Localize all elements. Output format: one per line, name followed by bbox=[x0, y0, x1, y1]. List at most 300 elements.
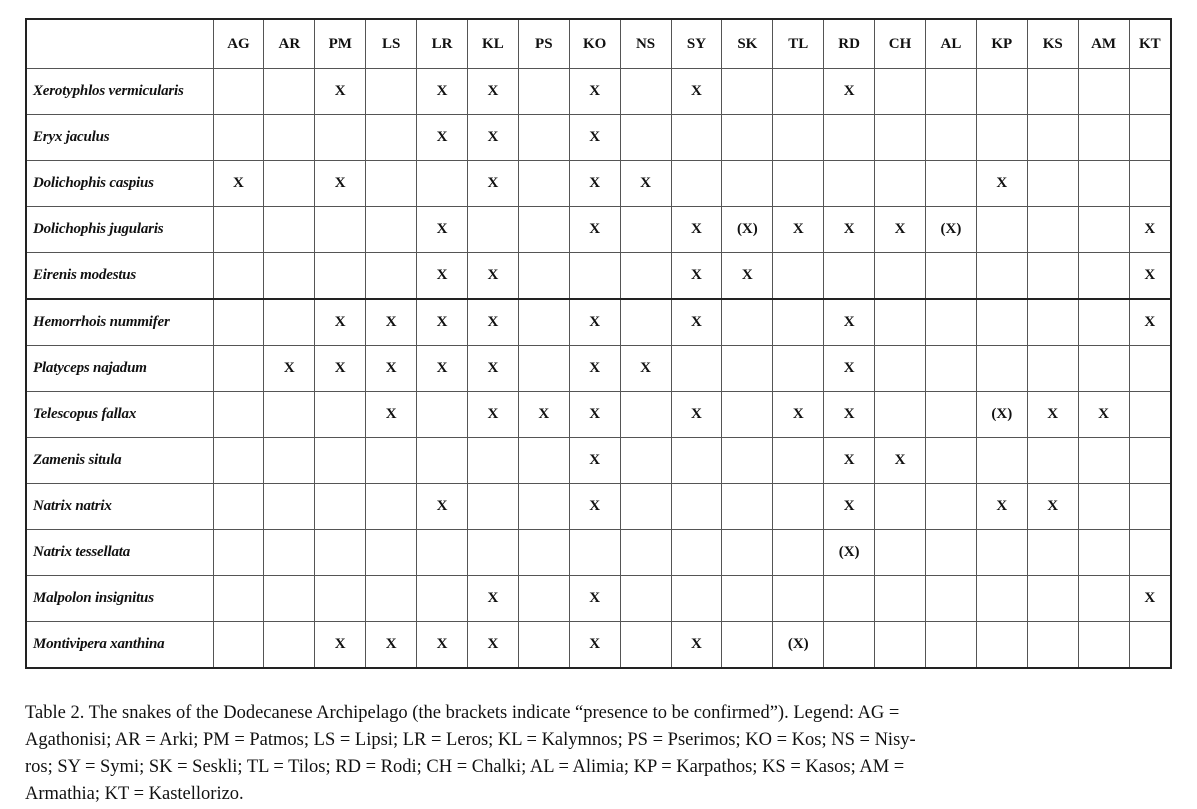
presence-cell-sk bbox=[722, 576, 773, 622]
presence-cell-kl bbox=[467, 530, 518, 576]
header-row bbox=[26, 19, 1171, 69]
species-name-cell: Dolichophis caspius bbox=[26, 161, 213, 207]
presence-cell-kl: X bbox=[467, 622, 518, 669]
column-header-lr: LR bbox=[417, 19, 468, 69]
presence-cell-kt bbox=[1129, 622, 1171, 669]
presence-cell-sy bbox=[671, 346, 722, 392]
presence-cell-ko: X bbox=[569, 576, 620, 622]
presence-cell-lr: X bbox=[417, 115, 468, 161]
presence-cell-ko: X bbox=[569, 207, 620, 253]
presence-cell-sk bbox=[722, 161, 773, 207]
table-row bbox=[26, 438, 1171, 484]
table-row bbox=[26, 484, 1171, 530]
presence-cell-kt bbox=[1129, 392, 1171, 438]
presence-cell-ag bbox=[213, 530, 264, 576]
presence-cell-ls bbox=[366, 69, 417, 115]
presence-cell-kt bbox=[1129, 115, 1171, 161]
presence-cell-sk bbox=[722, 484, 773, 530]
table-row bbox=[26, 392, 1171, 438]
presence-cell-ks: X bbox=[1027, 392, 1078, 438]
table-header bbox=[26, 19, 1171, 69]
presence-cell-ls: X bbox=[366, 346, 417, 392]
presence-cell-pm: X bbox=[315, 69, 366, 115]
presence-cell-lr bbox=[417, 438, 468, 484]
presence-cell-pm bbox=[315, 253, 366, 300]
presence-cell-ko: X bbox=[569, 346, 620, 392]
presence-cell-ps bbox=[518, 346, 569, 392]
presence-cell-tl bbox=[773, 576, 824, 622]
presence-cell-lr: X bbox=[417, 622, 468, 669]
presence-cell-ks: X bbox=[1027, 484, 1078, 530]
table-caption bbox=[25, 700, 1175, 808]
presence-cell-pm bbox=[315, 207, 366, 253]
presence-cell-ks bbox=[1027, 438, 1078, 484]
presence-cell-lr: X bbox=[417, 484, 468, 530]
species-name-cell: Dolichophis jugularis bbox=[26, 207, 213, 253]
presence-cell-ns: X bbox=[620, 346, 671, 392]
presence-cell-kl: X bbox=[467, 161, 518, 207]
presence-cell-rd bbox=[824, 622, 875, 669]
presence-cell-ag bbox=[213, 622, 264, 669]
column-header-sk: SK bbox=[722, 19, 773, 69]
presence-cell-ks bbox=[1027, 346, 1078, 392]
presence-cell-ar bbox=[264, 530, 315, 576]
presence-cell-ls bbox=[366, 438, 417, 484]
header-corner-cell bbox=[26, 19, 213, 69]
presence-cell-al: (X) bbox=[925, 207, 976, 253]
table-body bbox=[26, 69, 1171, 669]
presence-cell-sy: X bbox=[671, 392, 722, 438]
presence-cell-sy: X bbox=[671, 69, 722, 115]
column-header-ks: KS bbox=[1027, 19, 1078, 69]
presence-cell-ps bbox=[518, 622, 569, 669]
presence-cell-ks bbox=[1027, 253, 1078, 300]
presence-cell-sk bbox=[722, 299, 773, 346]
presence-cell-rd bbox=[824, 115, 875, 161]
presence-cell-ag bbox=[213, 392, 264, 438]
presence-cell-lr: X bbox=[417, 253, 468, 300]
presence-cell-kt bbox=[1129, 161, 1171, 207]
presence-cell-ps bbox=[518, 438, 569, 484]
presence-cell-lr: X bbox=[417, 207, 468, 253]
presence-cell-ps bbox=[518, 576, 569, 622]
presence-cell-sk bbox=[722, 392, 773, 438]
presence-cell-am bbox=[1078, 346, 1129, 392]
presence-cell-al bbox=[925, 69, 976, 115]
table-row bbox=[26, 622, 1171, 669]
presence-cell-ko: X bbox=[569, 69, 620, 115]
species-name-cell: Eirenis modestus bbox=[26, 253, 213, 300]
presence-cell-kl bbox=[467, 207, 518, 253]
table-row bbox=[26, 299, 1171, 346]
presence-cell-ar bbox=[264, 207, 315, 253]
presence-cell-ko: X bbox=[569, 161, 620, 207]
presence-cell-al bbox=[925, 530, 976, 576]
table-row bbox=[26, 69, 1171, 115]
presence-cell-ns bbox=[620, 484, 671, 530]
presence-cell-lr bbox=[417, 576, 468, 622]
presence-cell-kl bbox=[467, 438, 518, 484]
presence-cell-rd: X bbox=[824, 392, 875, 438]
presence-cell-ls bbox=[366, 253, 417, 300]
presence-cell-am bbox=[1078, 438, 1129, 484]
species-name-cell: Zamenis situla bbox=[26, 438, 213, 484]
column-header-kl: KL bbox=[467, 19, 518, 69]
presence-cell-al bbox=[925, 161, 976, 207]
presence-cell-sy: X bbox=[671, 207, 722, 253]
presence-cell-al bbox=[925, 484, 976, 530]
presence-cell-ag bbox=[213, 253, 264, 300]
presence-cell-ag bbox=[213, 438, 264, 484]
column-header-ls: LS bbox=[366, 19, 417, 69]
presence-cell-ks bbox=[1027, 161, 1078, 207]
presence-cell-am bbox=[1078, 530, 1129, 576]
presence-cell-sy bbox=[671, 576, 722, 622]
presence-cell-ag bbox=[213, 69, 264, 115]
presence-cell-tl bbox=[773, 438, 824, 484]
presence-cell-ch bbox=[875, 299, 926, 346]
presence-cell-kp bbox=[976, 115, 1027, 161]
presence-cell-kp bbox=[976, 346, 1027, 392]
presence-cell-kl: X bbox=[467, 253, 518, 300]
presence-cell-sy bbox=[671, 115, 722, 161]
presence-cell-pm: X bbox=[315, 346, 366, 392]
presence-cell-kt bbox=[1129, 438, 1171, 484]
presence-cell-kl: X bbox=[467, 576, 518, 622]
species-name-cell: Platyceps najadum bbox=[26, 346, 213, 392]
table-row bbox=[26, 161, 1171, 207]
table-row bbox=[26, 346, 1171, 392]
presence-cell-ls bbox=[366, 207, 417, 253]
presence-cell-kt: X bbox=[1129, 253, 1171, 300]
presence-cell-ar bbox=[264, 69, 315, 115]
presence-cell-kt: X bbox=[1129, 207, 1171, 253]
presence-cell-ns: X bbox=[620, 161, 671, 207]
presence-cell-ko: X bbox=[569, 484, 620, 530]
presence-cell-tl bbox=[773, 484, 824, 530]
presence-cell-am bbox=[1078, 69, 1129, 115]
presence-cell-ps bbox=[518, 299, 569, 346]
presence-cell-pm bbox=[315, 530, 366, 576]
presence-cell-pm bbox=[315, 484, 366, 530]
presence-cell-ls: X bbox=[366, 299, 417, 346]
caption-line-4: Armathia; KT = Kastellorizo. bbox=[25, 784, 244, 804]
presence-cell-sk bbox=[722, 69, 773, 115]
presence-cell-ls bbox=[366, 576, 417, 622]
presence-cell-kt: X bbox=[1129, 576, 1171, 622]
species-name-cell: Hemorrhois nummifer bbox=[26, 299, 213, 346]
presence-cell-lr bbox=[417, 392, 468, 438]
presence-cell-ch bbox=[875, 346, 926, 392]
presence-cell-ps bbox=[518, 484, 569, 530]
presence-cell-kt bbox=[1129, 346, 1171, 392]
column-header-am: AM bbox=[1078, 19, 1129, 69]
presence-cell-ns bbox=[620, 207, 671, 253]
presence-cell-kt: X bbox=[1129, 299, 1171, 346]
presence-cell-sy bbox=[671, 484, 722, 530]
presence-cell-pm bbox=[315, 576, 366, 622]
presence-cell-ns bbox=[620, 69, 671, 115]
presence-cell-ks bbox=[1027, 115, 1078, 161]
presence-cell-ns bbox=[620, 299, 671, 346]
presence-cell-pm bbox=[315, 438, 366, 484]
species-name-cell: Natrix natrix bbox=[26, 484, 213, 530]
presence-cell-sk: X bbox=[722, 253, 773, 300]
presence-cell-lr bbox=[417, 161, 468, 207]
presence-cell-ar bbox=[264, 253, 315, 300]
presence-cell-kp bbox=[976, 576, 1027, 622]
presence-cell-rd: X bbox=[824, 207, 875, 253]
presence-cell-tl: X bbox=[773, 207, 824, 253]
presence-cell-ks bbox=[1027, 576, 1078, 622]
presence-cell-kl: X bbox=[467, 115, 518, 161]
presence-cell-ag bbox=[213, 115, 264, 161]
presence-cell-kt bbox=[1129, 69, 1171, 115]
presence-cell-sy: X bbox=[671, 622, 722, 669]
column-header-ps: PS bbox=[518, 19, 569, 69]
presence-cell-kp bbox=[976, 622, 1027, 669]
presence-cell-ar bbox=[264, 622, 315, 669]
presence-cell-al bbox=[925, 622, 976, 669]
presence-cell-kt bbox=[1129, 484, 1171, 530]
presence-cell-ar bbox=[264, 115, 315, 161]
presence-cell-ch bbox=[875, 115, 926, 161]
presence-cell-am bbox=[1078, 161, 1129, 207]
presence-cell-pm: X bbox=[315, 622, 366, 669]
presence-cell-ch bbox=[875, 69, 926, 115]
presence-cell-ns bbox=[620, 253, 671, 300]
presence-cell-lr bbox=[417, 530, 468, 576]
presence-cell-lr: X bbox=[417, 346, 468, 392]
presence-cell-am bbox=[1078, 299, 1129, 346]
presence-cell-ns bbox=[620, 622, 671, 669]
column-header-kp: KP bbox=[976, 19, 1027, 69]
presence-cell-ns bbox=[620, 438, 671, 484]
presence-cell-ar bbox=[264, 392, 315, 438]
presence-cell-ko: X bbox=[569, 115, 620, 161]
presence-cell-am bbox=[1078, 576, 1129, 622]
presence-cell-al bbox=[925, 438, 976, 484]
presence-cell-tl bbox=[773, 115, 824, 161]
presence-cell-kl: X bbox=[467, 299, 518, 346]
presence-cell-ns bbox=[620, 392, 671, 438]
presence-cell-kp bbox=[976, 207, 1027, 253]
presence-cell-sk bbox=[722, 346, 773, 392]
species-name-cell: Malpolon insignitus bbox=[26, 576, 213, 622]
caption-line-1: Table 2. The snakes of the Dodecanese Archipelago (the brackets indicate “presence to be confirmed”). Legend: AG = bbox=[25, 703, 900, 723]
presence-cell-ko: X bbox=[569, 438, 620, 484]
presence-cell-sy bbox=[671, 438, 722, 484]
presence-cell-lr: X bbox=[417, 299, 468, 346]
presence-cell-ks bbox=[1027, 69, 1078, 115]
presence-cell-tl bbox=[773, 69, 824, 115]
presence-cell-kp bbox=[976, 253, 1027, 300]
presence-cell-kp bbox=[976, 299, 1027, 346]
presence-cell-ag bbox=[213, 484, 264, 530]
presence-cell-ps bbox=[518, 530, 569, 576]
presence-cell-sk bbox=[722, 438, 773, 484]
caption-line-2: Agathonisi; AR = Arki; PM = Patmos; LS = Lipsi; LR = Leros; KL = Kalymnos; PS = Pserimos; KO = Kos; NS = Nisy- bbox=[25, 730, 916, 750]
presence-cell-rd bbox=[824, 576, 875, 622]
presence-cell-ch: X bbox=[875, 438, 926, 484]
presence-cell-ko bbox=[569, 530, 620, 576]
presence-cell-rd: X bbox=[824, 299, 875, 346]
presence-cell-pm bbox=[315, 392, 366, 438]
presence-cell-rd: X bbox=[824, 346, 875, 392]
presence-cell-rd: X bbox=[824, 484, 875, 530]
presence-cell-al bbox=[925, 392, 976, 438]
presence-cell-ch: X bbox=[875, 207, 926, 253]
presence-cell-ls bbox=[366, 530, 417, 576]
presence-cell-kp: X bbox=[976, 484, 1027, 530]
presence-cell-tl bbox=[773, 161, 824, 207]
table-row bbox=[26, 207, 1171, 253]
presence-cell-ar bbox=[264, 161, 315, 207]
presence-cell-kt bbox=[1129, 530, 1171, 576]
presence-cell-ko bbox=[569, 253, 620, 300]
presence-cell-tl bbox=[773, 253, 824, 300]
presence-cell-ar bbox=[264, 299, 315, 346]
presence-cell-sy bbox=[671, 530, 722, 576]
presence-cell-am bbox=[1078, 253, 1129, 300]
presence-cell-ps: X bbox=[518, 392, 569, 438]
presence-cell-al bbox=[925, 576, 976, 622]
column-header-kt: KT bbox=[1129, 19, 1171, 69]
presence-cell-ag bbox=[213, 207, 264, 253]
presence-cell-am bbox=[1078, 622, 1129, 669]
presence-cell-al bbox=[925, 115, 976, 161]
presence-cell-kl bbox=[467, 484, 518, 530]
presence-cell-sk bbox=[722, 530, 773, 576]
column-header-rd: RD bbox=[824, 19, 875, 69]
presence-cell-ps bbox=[518, 115, 569, 161]
presence-cell-tl: (X) bbox=[773, 622, 824, 669]
presence-cell-kl: X bbox=[467, 392, 518, 438]
presence-cell-ch bbox=[875, 622, 926, 669]
presence-cell-kp: (X) bbox=[976, 392, 1027, 438]
presence-cell-ch bbox=[875, 530, 926, 576]
presence-cell-sk bbox=[722, 622, 773, 669]
column-header-ag: AG bbox=[213, 19, 264, 69]
presence-cell-ps bbox=[518, 207, 569, 253]
table-row bbox=[26, 576, 1171, 622]
presence-cell-am bbox=[1078, 484, 1129, 530]
presence-cell-rd: X bbox=[824, 438, 875, 484]
presence-cell-pm: X bbox=[315, 161, 366, 207]
table-row bbox=[26, 530, 1171, 576]
presence-cell-ko: X bbox=[569, 299, 620, 346]
presence-cell-ls: X bbox=[366, 392, 417, 438]
presence-cell-ag bbox=[213, 346, 264, 392]
column-header-ar: AR bbox=[264, 19, 315, 69]
presence-cell-rd bbox=[824, 253, 875, 300]
presence-cell-sk bbox=[722, 115, 773, 161]
presence-cell-sk: (X) bbox=[722, 207, 773, 253]
presence-cell-rd bbox=[824, 161, 875, 207]
presence-cell-kl: X bbox=[467, 346, 518, 392]
presence-cell-ls: X bbox=[366, 622, 417, 669]
presence-cell-am: X bbox=[1078, 392, 1129, 438]
column-header-ch: CH bbox=[875, 19, 926, 69]
presence-cell-rd: (X) bbox=[824, 530, 875, 576]
presence-cell-am bbox=[1078, 115, 1129, 161]
column-header-ns: NS bbox=[620, 19, 671, 69]
presence-cell-tl bbox=[773, 299, 824, 346]
presence-cell-ar bbox=[264, 576, 315, 622]
presence-cell-ch bbox=[875, 484, 926, 530]
presence-cell-ks bbox=[1027, 299, 1078, 346]
presence-cell-ch bbox=[875, 392, 926, 438]
presence-cell-kp bbox=[976, 530, 1027, 576]
presence-cell-kp bbox=[976, 69, 1027, 115]
presence-cell-kp bbox=[976, 438, 1027, 484]
presence-cell-ns bbox=[620, 115, 671, 161]
column-header-al: AL bbox=[925, 19, 976, 69]
presence-cell-ps bbox=[518, 253, 569, 300]
presence-cell-ch bbox=[875, 576, 926, 622]
presence-cell-ch bbox=[875, 161, 926, 207]
presence-cell-ag bbox=[213, 299, 264, 346]
presence-cell-tl bbox=[773, 530, 824, 576]
presence-cell-al bbox=[925, 299, 976, 346]
species-name-cell: Natrix tessellata bbox=[26, 530, 213, 576]
presence-cell-al bbox=[925, 253, 976, 300]
presence-cell-ar: X bbox=[264, 346, 315, 392]
presence-cell-ns bbox=[620, 576, 671, 622]
presence-cell-ag: X bbox=[213, 161, 264, 207]
column-header-ko: KO bbox=[569, 19, 620, 69]
presence-cell-ks bbox=[1027, 622, 1078, 669]
species-name-cell: Eryx jaculus bbox=[26, 115, 213, 161]
presence-cell-ks bbox=[1027, 530, 1078, 576]
presence-cell-ag bbox=[213, 576, 264, 622]
presence-cell-ls bbox=[366, 161, 417, 207]
presence-cell-ar bbox=[264, 484, 315, 530]
presence-cell-tl: X bbox=[773, 392, 824, 438]
presence-cell-kp: X bbox=[976, 161, 1027, 207]
presence-cell-kl: X bbox=[467, 69, 518, 115]
presence-cell-ko: X bbox=[569, 392, 620, 438]
column-header-sy: SY bbox=[671, 19, 722, 69]
presence-cell-lr: X bbox=[417, 69, 468, 115]
presence-cell-pm: X bbox=[315, 299, 366, 346]
species-distribution-table bbox=[25, 18, 1172, 669]
presence-cell-am bbox=[1078, 207, 1129, 253]
presence-cell-ch bbox=[875, 253, 926, 300]
table-row bbox=[26, 115, 1171, 161]
column-header-pm: PM bbox=[315, 19, 366, 69]
presence-cell-pm bbox=[315, 115, 366, 161]
presence-cell-ps bbox=[518, 161, 569, 207]
presence-cell-al bbox=[925, 346, 976, 392]
species-name-cell: Telescopus fallax bbox=[26, 392, 213, 438]
presence-cell-sy: X bbox=[671, 299, 722, 346]
species-name-cell: Xerotyphlos vermicularis bbox=[26, 69, 213, 115]
column-header-tl: TL bbox=[773, 19, 824, 69]
table-row bbox=[26, 253, 1171, 300]
presence-cell-ls bbox=[366, 484, 417, 530]
caption-line-3: ros; SY = Symi; SK = Seskli; TL = Tilos; RD = Rodi; CH = Chalki; AL = Alimia; KP = Karpathos; KS = Kasos; AM = bbox=[25, 757, 905, 777]
presence-cell-ls bbox=[366, 115, 417, 161]
presence-cell-ar bbox=[264, 438, 315, 484]
presence-cell-tl bbox=[773, 346, 824, 392]
presence-cell-sy bbox=[671, 161, 722, 207]
presence-cell-ps bbox=[518, 69, 569, 115]
species-name-cell: Montivipera xanthina bbox=[26, 622, 213, 669]
presence-cell-sy: X bbox=[671, 253, 722, 300]
presence-cell-ns bbox=[620, 530, 671, 576]
presence-cell-ks bbox=[1027, 207, 1078, 253]
